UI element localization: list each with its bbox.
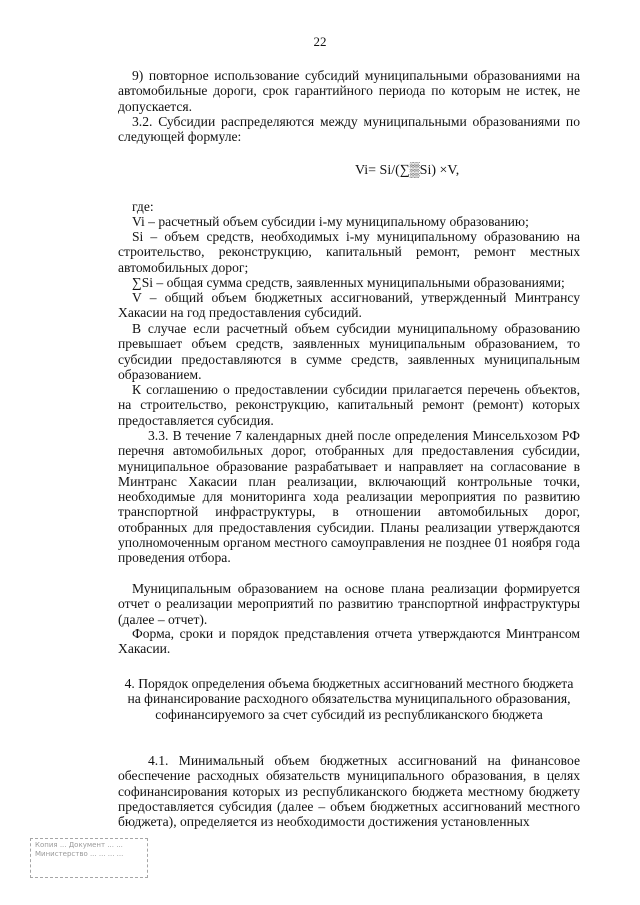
page-number: 22 bbox=[313, 34, 327, 49]
paragraph-object-list: К соглашению о предоставлении субсидии прилагается перечень объектов, на строительство, реконструкцию, капитальный ремонт (ремонт) которых предоставляется субсидия. bbox=[118, 382, 580, 428]
definition-vi: Vi – расчетный объем субсидии i-му муниципальному образованию; bbox=[132, 214, 529, 229]
paragraph-3-2: 3.2. Субсидии распределяются между муниципальными образованиями по следующей формуле: bbox=[118, 114, 580, 145]
section-4-heading: 4. Порядок определения объема бюджетных ассигнований местного бюджета на финансирование расходного обязательства муниципального образования, софинансируемого за счет субсидий из республиканского бюджета bbox=[124, 676, 574, 722]
definition-si: Si – объем средств, необходимых i-му муниципальному образованию на строительство, реконструкцию, капитальный ремонт, ремонт местных автомобильных дорог; bbox=[118, 229, 580, 275]
paragraph-excess-case: В случае если расчетный объем субсидии муниципальному образованию превышает объем средств, заявленных муниципальным образованием, то субсидии предоставляются в сумме средств, заявленных муниципальным образованием. bbox=[118, 321, 580, 382]
copy-stamp-text: Копия ... Документ ... ... Министерство ... ... ... ... bbox=[35, 841, 124, 858]
paragraph-report-form: Форма, сроки и порядок представления отчета утверждаются Минтрансом Хакасии. bbox=[118, 626, 580, 657]
paragraph-report: Муниципальным образованием на основе плана реализации формируется отчет о реализации мероприятий по развитию транспортной инфраструктуры (далее – отчет). bbox=[118, 581, 580, 627]
copy-stamp bbox=[30, 838, 148, 878]
paragraph-4-1: 4.1. Минимальный объем бюджетных ассигнований на финансовое обеспечение расходных обязательств муниципального образования, в целях софинансирования которых из республиканского бюджета местному бюджету предоставляется субсидия (далее – объем бюджетных ассигнований местного бюджета), определяется из необходимости достижения установленных bbox=[118, 753, 580, 830]
paragraph-3-3: 3.3. В течение 7 календарных дней после определения Минсельхозом РФ перечня автомобильных дорог, отобранных для предоставления субсидии, муниципальное образование разрабатывает и направляет на согласование в Минтранс Хакасии план реализации, включающий контрольные точки, необходимые для мониторинга хода реализации мероприятия по развитию транспортной инфраструктуры, в отношении автомобильных дорог, отобранных для предоставления субсидии. Планы реализации утверждаются уполномоченным органом местного самоуправления не позднее 01 ноября года проведения отбора. bbox=[118, 428, 580, 566]
paragraph-item-9: 9) повторное использование субсидий муниципальными образованиями на автомобильные дороги, срок гарантийного периода по которым не истек, не допускается. bbox=[118, 68, 580, 114]
definition-sum-si: ∑Si – общая сумма средств, заявленных муниципальными образованиями; bbox=[132, 275, 565, 290]
where-label: где: bbox=[132, 199, 154, 214]
distribution-formula: Vi= Si/(∑▒Si) ×V, bbox=[355, 163, 460, 178]
definition-v: V – общий объем бюджетных ассигнований, утвержденный Минтрансу Хакасии на год предоставления субсидий. bbox=[118, 290, 580, 321]
